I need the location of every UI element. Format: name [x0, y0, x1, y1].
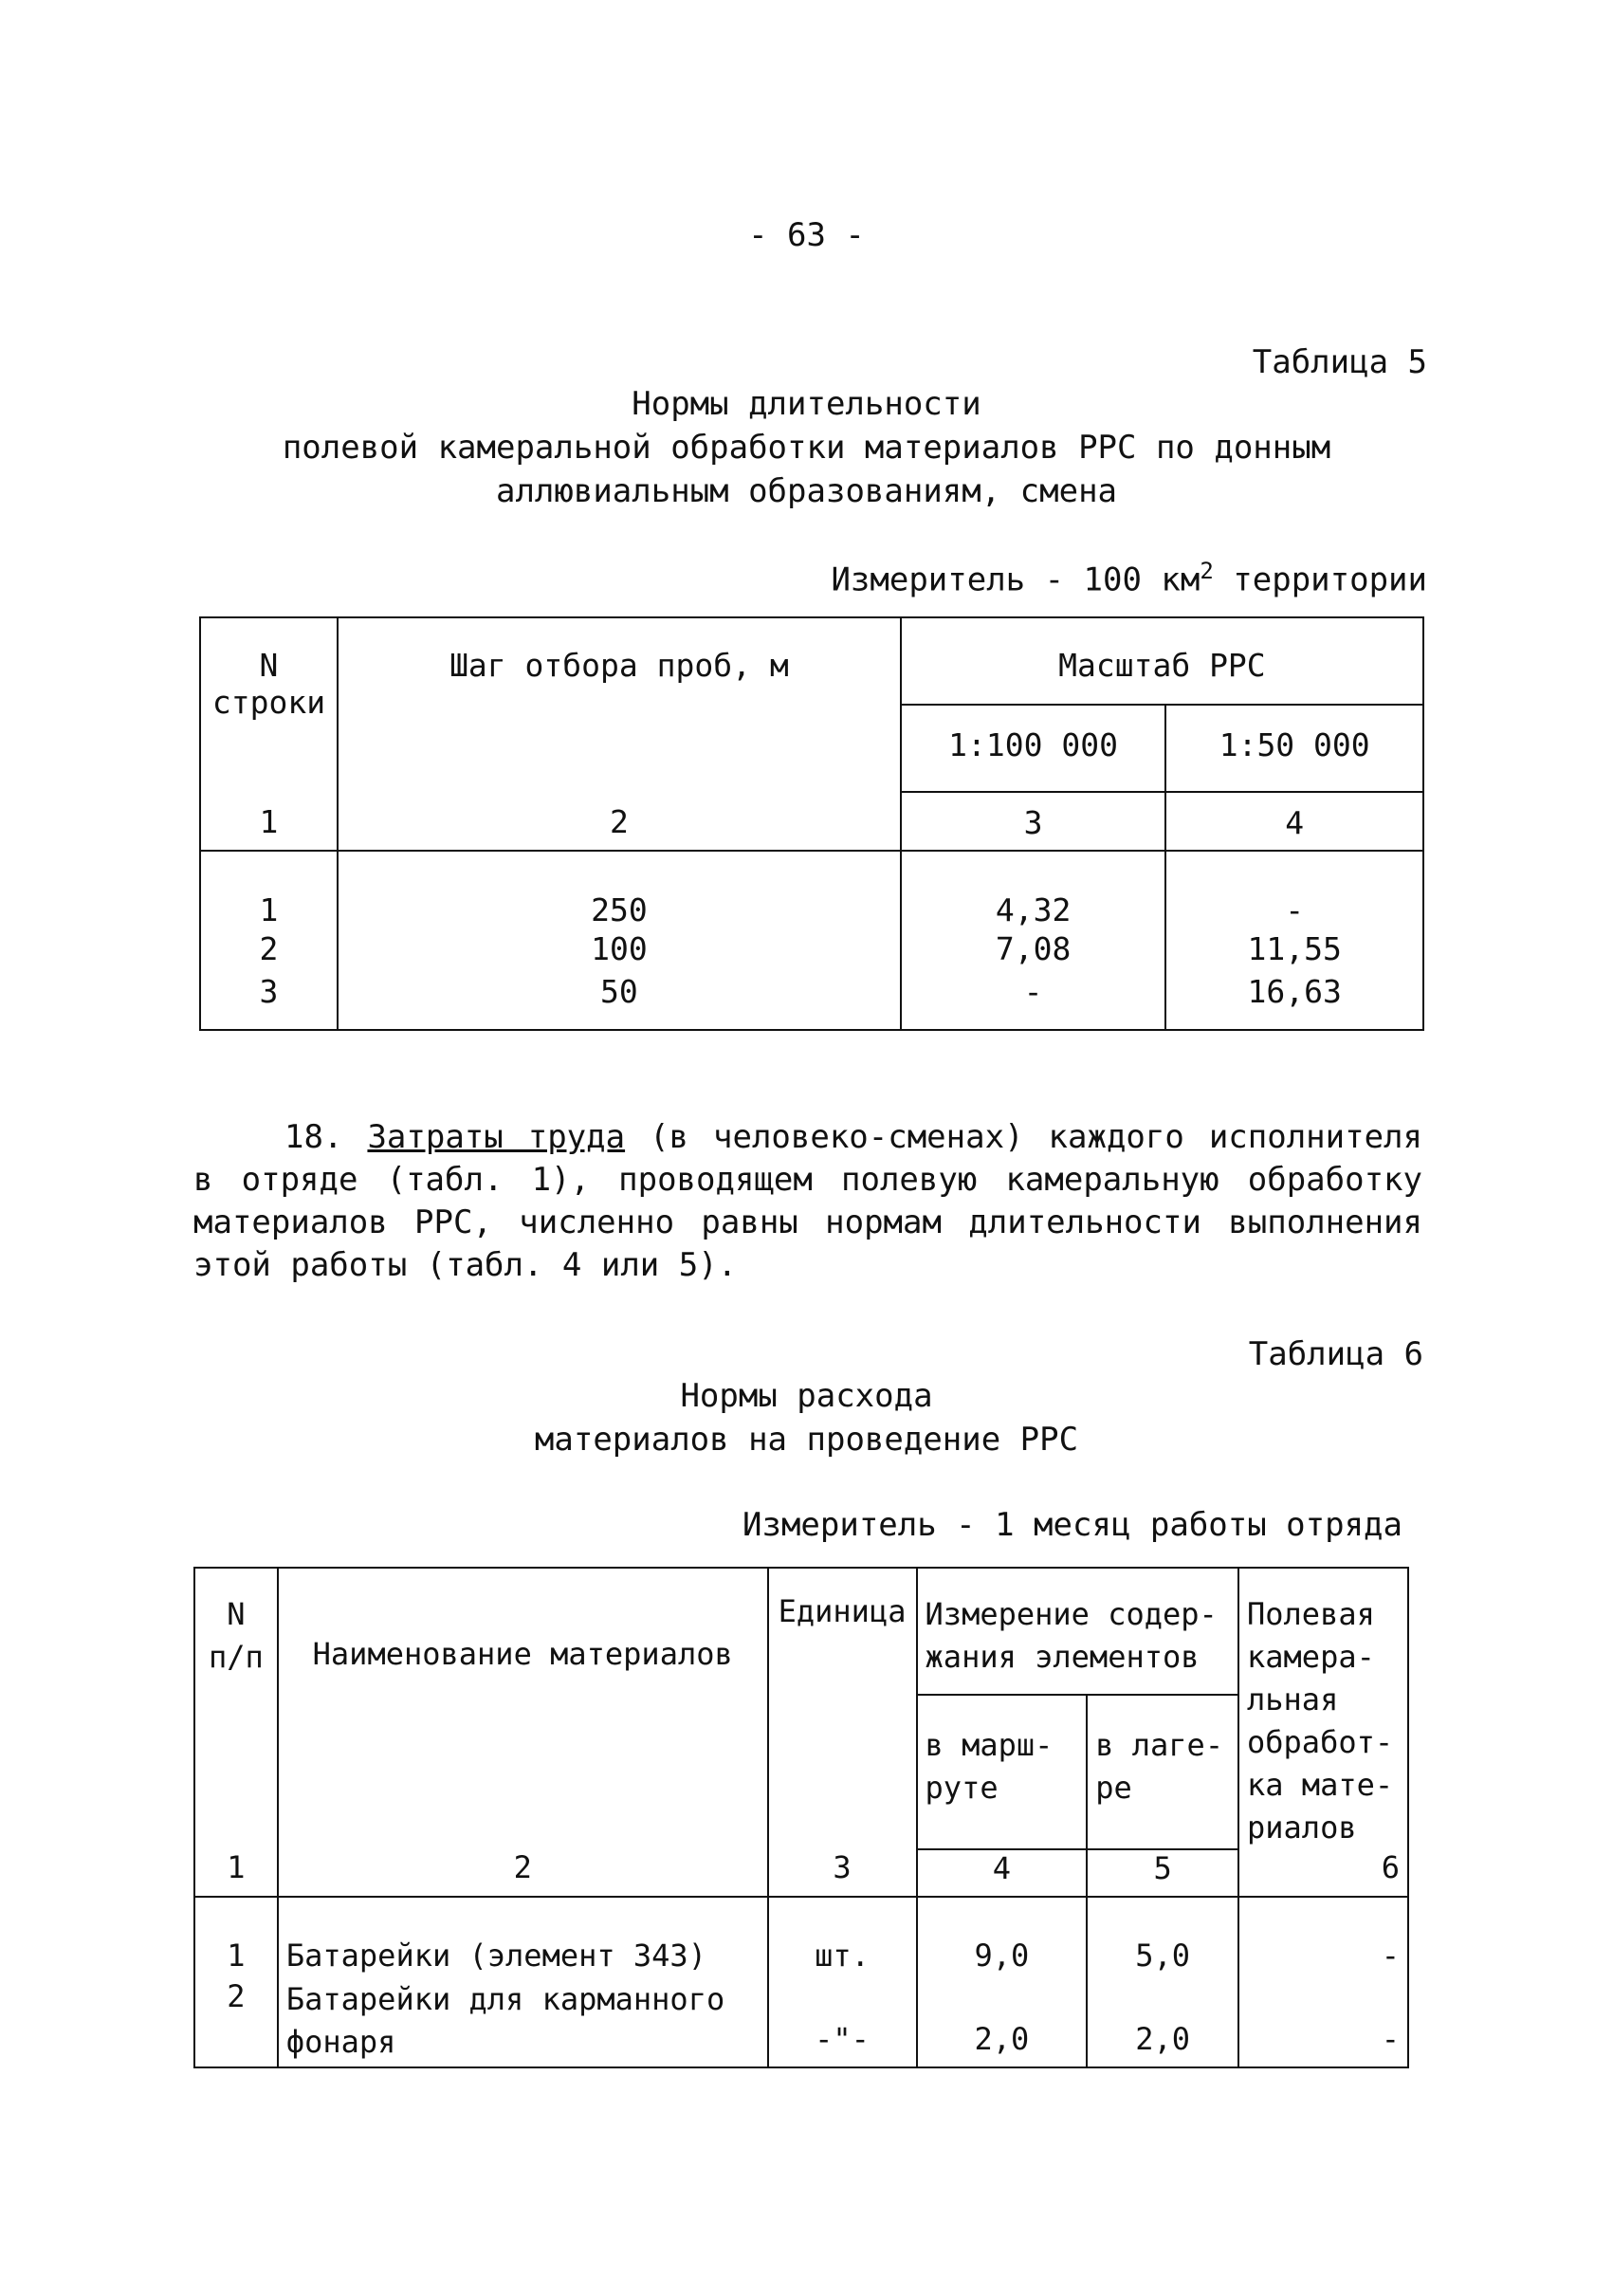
table5-title-line3: аллювиальным образованиям, смена — [495, 472, 1118, 510]
t5-row2-100k: 7,08 — [901, 930, 1166, 973]
t5-row1-step: 250 — [338, 851, 901, 930]
t6-colnum-2: 2 — [278, 1849, 768, 1897]
t5-header-n-line1: N — [259, 647, 279, 684]
t6-header-measurement-line2: жания элементов — [925, 1639, 1200, 1675]
paragraph-18 — [193, 1116, 1422, 1287]
t6-row1-n: 1 — [194, 1897, 278, 1978]
t5-header-100k: 1:100 000 — [901, 705, 1166, 792]
t5-header-step: Шаг отбора проб, м — [338, 617, 901, 792]
t6-header-unit: Единица — [768, 1568, 917, 1849]
t6-header-measurement-line1: Измерение содер- — [925, 1596, 1218, 1632]
t6-header-route-line2: руте — [925, 1770, 999, 1807]
t5-row3-step: 50 — [338, 973, 901, 1030]
t5-row3-n: 3 — [200, 973, 338, 1030]
t6-row1-camp: 5,0 — [1087, 1897, 1238, 1978]
paragraph-18-underlined: Затраты труда — [367, 1118, 626, 1156]
table5-measure-suffix: территории — [1213, 560, 1427, 599]
t5-row1-100k: 4,32 — [901, 851, 1166, 930]
t5-header-n — [200, 617, 338, 792]
t5-header-scale: Масштаб РРС — [901, 617, 1423, 705]
t6-row2-route: 2,0 — [917, 1978, 1088, 2067]
table5-label: Таблица 5 — [1252, 343, 1427, 381]
t6-colnum-1: 1 — [194, 1849, 278, 1897]
page-number: - 63 - — [748, 216, 865, 254]
table6-title-line1: Нормы расхода — [680, 1377, 933, 1415]
paragraph-18-number: 18. — [284, 1118, 343, 1156]
t6-header-field-line1: Полевая — [1247, 1596, 1375, 1632]
table5-title-line2: полевой камеральной обработки материалов РРС по донным — [282, 429, 1331, 467]
t6-header-field-line5: ка мате- — [1247, 1767, 1394, 1803]
table5-measure-prefix: Измеритель - 100 км — [831, 560, 1201, 599]
t6-header-n-line1: N — [227, 1596, 246, 1632]
t5-row2-step: 100 — [338, 930, 901, 973]
t6-row2-n: 2 — [194, 1978, 278, 2067]
t5-row3-100k: - — [901, 973, 1166, 1030]
t6-header-name: Наименование материалов — [278, 1568, 768, 1849]
t5-colnum-3: 3 — [901, 792, 1166, 851]
t6-header-field-line4: обработ- — [1247, 1724, 1394, 1760]
t6-header-route — [917, 1695, 1088, 1849]
t5-row1-50k: - — [1165, 851, 1423, 930]
t5-row2-n: 2 — [200, 930, 338, 973]
t6-header-field-line6: риалов — [1247, 1809, 1357, 1846]
t6-row1-route: 9,0 — [917, 1897, 1088, 1978]
t5-colnum-2: 2 — [338, 792, 901, 851]
table6-title-line2: материалов на проведение РРС — [534, 1421, 1079, 1459]
t5-row2-50k: 11,55 — [1165, 930, 1423, 973]
t6-colnum-4: 4 — [917, 1849, 1088, 1897]
t6-row2-unit: -"- — [768, 1978, 917, 2067]
table6 — [193, 1567, 1409, 2068]
table5-measure — [831, 558, 1427, 598]
t5-colnum-4: 4 — [1165, 792, 1423, 851]
t6-header-field-line3: льная — [1247, 1681, 1339, 1717]
t6-row2-name — [278, 1978, 768, 2067]
t6-row2-field: - — [1238, 1978, 1408, 2067]
t5-colnum-1: 1 — [200, 792, 338, 851]
t6-row1-field: - — [1238, 1897, 1408, 1978]
table5-measure-sup: 2 — [1200, 558, 1214, 584]
t6-header-route-line1: в марш- — [925, 1727, 1054, 1764]
t6-header-camp-line1: в лаге- — [1095, 1727, 1224, 1764]
t6-header-n — [194, 1568, 278, 1849]
t6-row2-camp: 2,0 — [1087, 1978, 1238, 2067]
t6-header-field — [1238, 1568, 1408, 1849]
t6-colnum-6: 6 — [1238, 1849, 1408, 1897]
t6-header-n-line2: п/п — [209, 1639, 264, 1675]
t5-header-n-line2: строки — [211, 684, 326, 721]
t6-row2-name-line1: Батарейки для карманного — [285, 1981, 725, 2017]
t6-row2-name-line2: фонаря — [285, 2024, 396, 2060]
table5 — [199, 616, 1424, 1031]
table6-label: Таблица 6 — [1248, 1335, 1423, 1373]
t5-row1-n: 1 — [200, 851, 338, 930]
t5-row3-50k: 16,63 — [1165, 973, 1423, 1030]
paragraph-18-text: (в человеко-сменах) каждого исполнителя в отряде (табл. 1), проводящем полевую камеральную обработку материалов РРС, численно равны нормам длительности выполнения этой работы (табл. 4 или 5). — [193, 1118, 1422, 1284]
t6-header-field-line2: камера- — [1247, 1639, 1375, 1675]
t5-header-50k: 1:50 000 — [1165, 705, 1423, 792]
t6-header-camp-line2: ре — [1095, 1770, 1132, 1807]
table5-title-line1: Нормы длительности — [632, 385, 981, 423]
t6-header-camp — [1087, 1695, 1238, 1849]
t6-header-measurement — [917, 1568, 1238, 1695]
t6-row1-name: Батарейки (элемент 343) — [278, 1897, 768, 1978]
table6-measure: Измеритель - 1 месяц работы отряда — [742, 1506, 1402, 1544]
t6-row1-unit: шт. — [768, 1897, 917, 1978]
t6-colnum-3: 3 — [768, 1849, 917, 1897]
t6-colnum-5: 5 — [1087, 1849, 1238, 1897]
